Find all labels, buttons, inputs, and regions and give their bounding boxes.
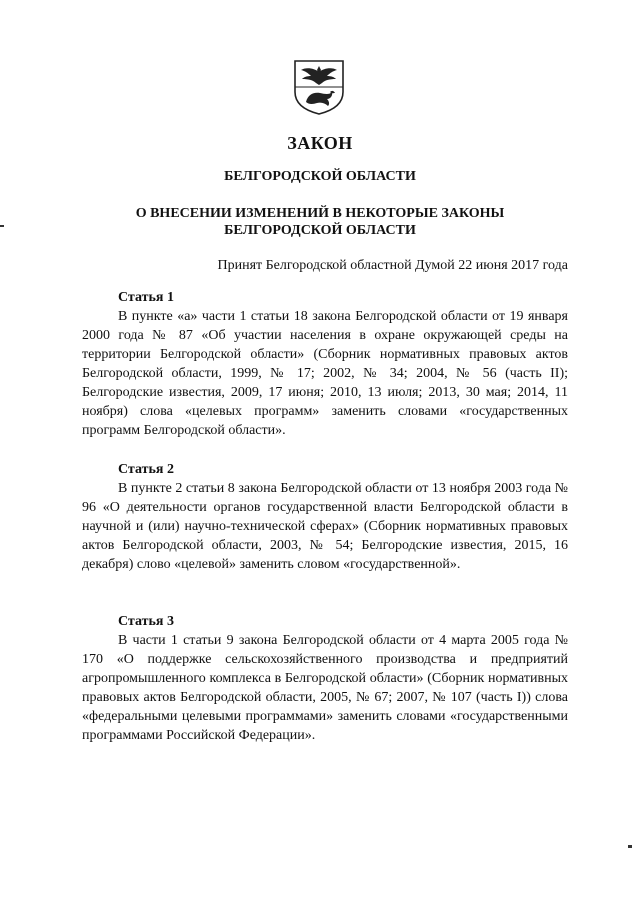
document-topic bbox=[0, 205, 640, 239]
article-2 bbox=[82, 462, 568, 574]
article-1 bbox=[82, 290, 568, 440]
topic-line: О ВНЕСЕНИИ ИЗМЕНЕНИЙ В НЕКОТОРЫЕ ЗАКОНЫ bbox=[135, 206, 505, 221]
document-title: ЗАКОН bbox=[287, 133, 353, 153]
article-text: В пункте 2 статьи 8 закона Белгородской области от 13 ноября 2003 года № 96 «О деятельности органов государственной власти Белгородской области в научной и (или) научно-технической сферах» (Сборник нормативных правовых актов Белгородской области, 2003, № 54; Белгородские известия, 2015, 16 декабря) слово «целевой» заменить словом «государственной». bbox=[82, 481, 568, 572]
document-region: БЕЛГОРОДСКОЙ ОБЛАСТИ bbox=[224, 169, 416, 184]
article-heading: Статья 1 bbox=[118, 290, 174, 305]
article-text: В части 1 статьи 9 закона Белгородской области от 4 марта 2005 года № 170 «О поддержке сельскохозяйственного производства и предприятий агропромышленного комплекса в Белгородской области» (Сборник нормативных правовых актов Белгородской области, 2005, № 67; 2007, № 107 (часть I)) слова «федеральными целевыми программами» заменить словами «государственными программами Российской Федерации». bbox=[82, 633, 568, 743]
adoption-note: Принят Белгородской областной Думой 22 июня 2017 года bbox=[217, 258, 568, 273]
topic-line: БЕЛГОРОДСКОЙ ОБЛАСТИ bbox=[224, 223, 416, 238]
scan-mark bbox=[628, 845, 632, 848]
article-heading: Статья 2 bbox=[118, 462, 174, 477]
article-text: В пункте «а» части 1 статьи 18 закона Белгородской области от 19 января 2000 года № 87 «Об участии населения в охране окружающей среды на территории Белгородской области» (Сборник нормативных правовых актов Белгородской области, 1999, № 17; 2002, № 34; 2004, № 56 (часть II); Белгородские известия, 2009, 17 июня; 2010, 13 июля; 2013, 30 мая; 2014, 11 ноября) слова «целевых программ» заменить словами «государственных программ Белгородской области». bbox=[82, 309, 568, 438]
article-heading: Статья 3 bbox=[118, 614, 174, 629]
belgorod-coat-of-arms-icon bbox=[292, 58, 346, 116]
article-3 bbox=[82, 614, 568, 745]
